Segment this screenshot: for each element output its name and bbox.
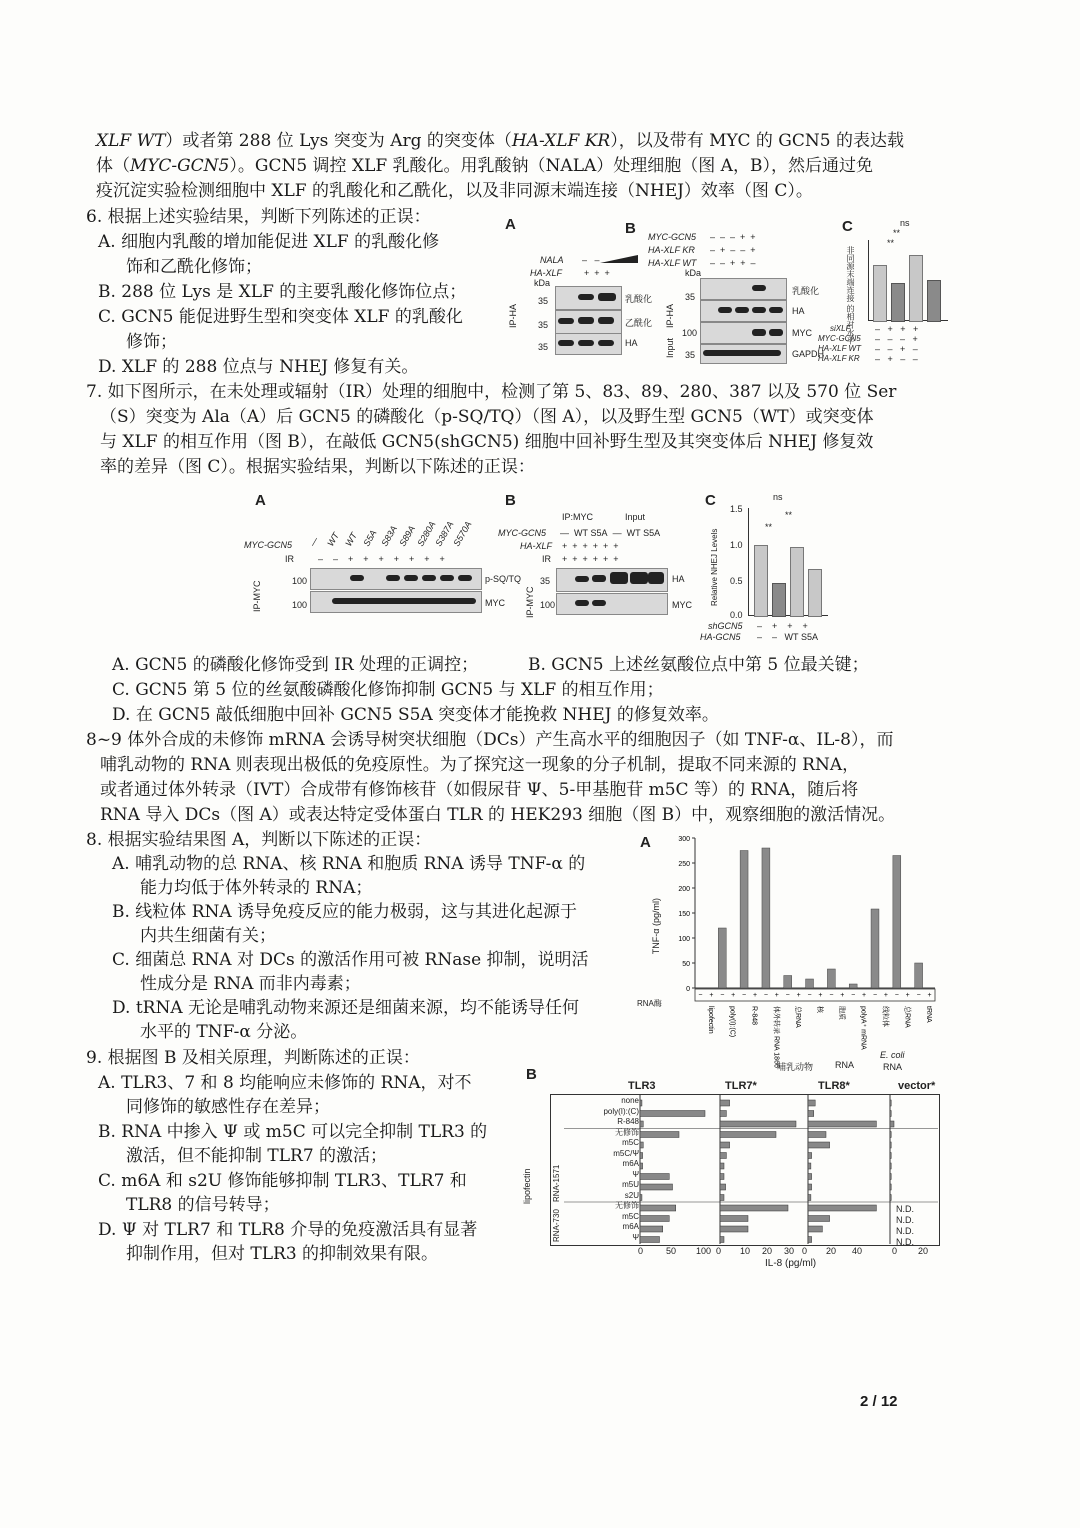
q9-row-label: m5C	[622, 1211, 639, 1221]
q8-bar	[784, 976, 792, 989]
q9-bar	[640, 1226, 663, 1232]
q8-category-label: 总RNA	[794, 1006, 802, 1028]
q7-stem-1: 7. 如下图所示，在未处理或辐射（IR）处理的细胞中，检测了第 5、83、89、280、387 以及 570 位 Ser	[86, 382, 897, 402]
q9-bar	[720, 1226, 748, 1232]
q6-option-b: B. 288 位 Lys 是 XLF 的主要乳酸化修饰位点；	[98, 282, 467, 302]
q6-option-c-cont: 修饰；	[126, 332, 177, 352]
q9-bar	[890, 1163, 891, 1169]
q9-row-label: m6A	[622, 1222, 639, 1231]
q9-bar	[720, 1237, 724, 1243]
q8-option-c-cont: 性成分是 RNA 而非内毒素；	[140, 974, 361, 994]
q8-rnase-sign: +	[796, 992, 801, 999]
q9-bar-chart-svg	[520, 1062, 950, 1272]
q8-rnase-sign: +	[927, 992, 932, 999]
q9-row-label: poly(I):(C)	[603, 1106, 639, 1116]
ip-ha-label: IP-HA	[508, 303, 518, 328]
q9-bar	[808, 1111, 814, 1117]
q8-y-tick: 300	[678, 836, 690, 843]
q8-option-c: C. 细菌总 RNA 对 DCs 的激活作用可被 RNase 抑制，说明活	[112, 950, 589, 970]
q9-bar	[720, 1142, 730, 1148]
c7-bar-2	[772, 583, 786, 617]
q9-bar	[808, 1132, 826, 1138]
q9-bar	[720, 1111, 726, 1117]
q9-bar	[808, 1100, 815, 1106]
q9-bar	[808, 1237, 812, 1243]
q9-bar	[808, 1226, 822, 1232]
q9-bar	[890, 1121, 894, 1127]
q9-row-label: none	[621, 1096, 639, 1105]
q9-bar	[890, 1100, 891, 1106]
q7-option-c: C. GCN5 第 5 位的丝氨酸磷酸化修饰抑制 GCN5 与 XLF 的相互作用；	[112, 680, 664, 700]
q9-bar	[720, 1153, 726, 1159]
q7-option-a: A. GCN5 的磷酸化修饰受到 IR 处理的正调控；	[112, 655, 479, 675]
q8-stem: 8. 根据实验结果图 A，判断以下陈述的正误：	[86, 830, 432, 850]
q9-bar	[640, 1195, 642, 1201]
c7-bar-3	[790, 547, 804, 617]
q89-stem-4: RNA 导入 DCs（图 A）或表达特定受体蛋白 TLR 的 HEK293 细胞（图 B）中，观察细胞的激活情况。	[100, 805, 896, 825]
q9-row-label: 无修饰	[615, 1127, 639, 1137]
q9-bar	[808, 1163, 811, 1169]
nala-gradient-icon	[600, 254, 640, 264]
q9-row-label: s2U	[624, 1190, 639, 1200]
q9-bar	[720, 1132, 776, 1138]
q8-bar	[849, 984, 857, 988]
intro-line-2: 体（MYC-GCN5）。GCN5 调控 XLF 乳酸化。用乳酸钠（NALA）处理细胞（图 A，B），然后通过免	[96, 156, 873, 176]
q9-bar	[808, 1153, 812, 1159]
c7-bar-1	[754, 545, 768, 617]
q9-bar	[808, 1195, 811, 1201]
intro-line-3: 疫沉淀实验检测细胞中 XLF 的乳酸化和乙酰化，以及非同源末端连接（NHEJ）效率（图 C）。	[96, 181, 813, 201]
q9-bar	[808, 1205, 876, 1211]
q89-stem-3: 或者通过体外转录（IVT）合成带有修饰核苷（如假尿苷 Ψ、5-甲基胞苷 m5C 等）的 RNA，随后将	[100, 780, 859, 800]
q8-rnase-sign: −	[872, 992, 878, 999]
q9-row-label: Ψ	[632, 1232, 639, 1242]
q9-option-b-cont: 激活，但不能抑制 TLR7 的激活；	[126, 1146, 388, 1166]
q8-bar	[718, 928, 726, 988]
blot-b-myc	[556, 593, 668, 615]
panel-label-b: B	[625, 220, 636, 237]
c-bar-2	[891, 283, 905, 322]
page-number: 2 / 12	[860, 1393, 898, 1410]
q8-rnase-sign: +	[883, 992, 888, 999]
q8-rnase-sign: −	[720, 992, 725, 999]
q9-bar	[720, 1121, 796, 1127]
q9-row-label: m5C	[622, 1138, 639, 1147]
q8-bar	[762, 848, 770, 988]
q6-option-c: C. GCN5 能促进野生型和突变体 XLF 的乳酸化	[98, 307, 463, 327]
q8-rnase-sign: −	[698, 992, 703, 999]
q8-category-label: polyA⁺ mRNA	[859, 1006, 867, 1050]
q6-stem: 6. 根据上述实验结果，判断下列陈述的正误：	[86, 207, 431, 227]
q9-bar	[720, 1205, 788, 1211]
q8-rnase-sign: −	[807, 992, 812, 999]
q8-y-axis-label: TNF-α (pg/ml)	[651, 898, 661, 955]
q9-option-c-cont: TLR8 的信号转导；	[126, 1195, 280, 1215]
q9-option-c: C. m6A 和 s2U 修饰能够抑制 TLR3、TLR7 和	[98, 1171, 467, 1191]
q9-bar	[890, 1174, 891, 1180]
q7-stem-3: 与 XLF 的相互作用（图 B），在敲低 GCN5(shGCN5) 细胞中回补野生型及其突变体后 NHEJ 修复效	[100, 432, 874, 452]
q89-stem-2: 哺乳动物的 RNA 则表现出极低的免疫原性。为了探究这一现象的分子机制，提取不同来源的 RNA，	[100, 755, 860, 775]
q8-rnase-sign: −	[894, 992, 899, 999]
q9-bar	[640, 1100, 642, 1106]
q9-bar	[720, 1163, 724, 1169]
q8-rnase-sign: +	[862, 992, 867, 999]
q9-bar	[640, 1142, 643, 1148]
q8-option-b-cont: 内共生细菌有关；	[140, 926, 276, 946]
q7-option-b: B. GCN5 上述丝氨酸位点中第 5 位最关键；	[528, 655, 869, 675]
c-axis-label: 非同源末端连接 的相对水平	[846, 246, 855, 345]
q8-rnase-sign: +	[774, 992, 779, 999]
q8-rnase-sign: −	[851, 992, 856, 999]
figure-q9: B TLR3 TLR7* TLR8* vector* lipofectin RNA-1571 RNA-730 none poly(I):(C) R-848 无修饰 m5C m5C/Ψ m6A Ψ m5U s2U 无修饰 m5C m6A Ψ 0 50 100 0 10 20 30 0 20 40 0 20 IL-8 (pg/ml) N.D. N.D. N.D. N.D.	[520, 1062, 950, 1272]
q8-y-tick: 0	[686, 986, 690, 993]
q8-rnase-sign: +	[818, 992, 823, 999]
q8-rnase-sign: +	[840, 992, 845, 999]
q9-bar	[720, 1195, 724, 1201]
q89-stem-1: 8~9 体外合成的未修饰 mRNA 会诱导树突状细胞（DCs）产生高水平的细胞因子（如 TNF-α、IL-8），而	[86, 730, 894, 750]
q8-category-label: R-848	[750, 1006, 758, 1026]
q9-bar	[890, 1111, 891, 1117]
q9-row-label: m6A	[622, 1159, 639, 1168]
q9-bar	[808, 1184, 812, 1190]
c7-bar-4	[808, 569, 822, 617]
c-bar-4	[927, 280, 941, 322]
q9-bar	[808, 1142, 830, 1148]
q8-category-label: tRNA	[925, 1006, 933, 1023]
q8-option-b: B. 线粒体 RNA 诱导免疫反应的能力极弱，这与其进化起源于	[112, 902, 578, 922]
q9-bar	[808, 1216, 830, 1222]
q8-bar	[871, 909, 879, 988]
q9-bar	[890, 1153, 891, 1159]
q8-option-d-cont: 水平的 TNF-α 分泌。	[140, 1022, 308, 1042]
q8-y-tick: 200	[678, 886, 690, 893]
q8-rnase-sign: +	[905, 992, 910, 999]
q9-stem: 9. 根据图 B 及相关原理，判断陈述的正误：	[86, 1048, 420, 1068]
q9-bar	[890, 1195, 891, 1201]
q9-bar	[640, 1205, 676, 1211]
q7-stem-2: （S）突变为 Ala（A）后 GCN5 的磷酸化（p-SQ/TQ）（图 A），以及野生型 GCN5（WT）或突变体	[100, 407, 874, 427]
q9-row-label: R-848	[617, 1117, 639, 1126]
q8-y-tick: 250	[678, 861, 690, 868]
q8-category-label: 核	[816, 1006, 823, 1013]
q8-rnase-sign: +	[709, 992, 714, 999]
q9-bar	[640, 1237, 660, 1243]
c-bar-3	[909, 255, 923, 322]
q9-row-label: Ψ	[632, 1169, 639, 1179]
q6-option-d: D. XLF 的 288 位点与 NHEJ 修复有关。	[98, 357, 419, 377]
q6-option-a-cont: 饰和乙酰化修饰；	[126, 257, 262, 277]
q8-category-label: 总RNA	[903, 1006, 911, 1028]
q8-category-label: 线粒体	[881, 1006, 889, 1027]
q9-option-a-cont: 同修饰的敏感性存在差异；	[126, 1097, 330, 1117]
q9-option-d-cont: 抑制作用，但对 TLR3 的抑制效果有限。	[126, 1244, 439, 1264]
q9-bar	[640, 1153, 643, 1159]
q9-bar	[720, 1216, 748, 1222]
q8-rnase-sign: −	[916, 992, 921, 999]
q8-rnase-sign: −	[742, 992, 747, 999]
intro-xlf-wt: XLF WT	[96, 131, 166, 151]
q8-option-a-cont: 能力均低于体外转录的 RNA；	[140, 878, 373, 898]
q9-bar	[640, 1121, 643, 1127]
q8-rnase-sign: −	[785, 992, 790, 999]
q8-bar	[740, 851, 748, 989]
q9-row-label: m5U	[622, 1180, 639, 1189]
figure-q8-chart: A TNF-α (pg/ml) 300 250 200 150 100 50 0 − + − + − + − + − + − + − + − + − + − + − + lipofectin poly(I):(C) R-848 体外转录 RNA 1866 总RNA 核 胞质 polyA⁺ mRNA 线粒体 总RNA tRNA RNA酶 哺乳动物 RNA E. coli RNA	[635, 828, 945, 1073]
q9-option-b: B. RNA 中掺入 Ψ 或 m5C 可以完全抑制 TLR3 的	[98, 1122, 488, 1142]
q8-bar	[915, 963, 923, 988]
q8-bar-chart-svg	[635, 828, 945, 1073]
q9-bar	[720, 1174, 724, 1180]
figure-q6: A NALA HA-XLF – – + + + kDa IP-HA 35 乳酸化 35 乙酰化 35 HA B MYC-GCN5 HA-XLF KR HA-XLF WT – – – + + – + – – + – – + + – kDa IP-HA 乳酸化 35 HA Input 100 MYC 35 GAPDH C 非同源末端连接 的相对水平 ns ** ** siXLF MYC-GCN5 HA-XLF WT HA-XLF KR – + + + – – – + – – + – – + – –	[500, 210, 950, 370]
q9-bar	[890, 1184, 891, 1190]
q8-bar	[806, 979, 814, 988]
q8-y-tick: 50	[682, 961, 690, 968]
panel-label-a: A	[505, 216, 516, 233]
q8-rnase-sign: −	[829, 992, 834, 999]
q8-category-label: 胞质	[837, 1006, 845, 1020]
q9-bar	[640, 1163, 643, 1169]
q6-option-a: A. 细胞内乳酸的增加能促进 XLF 的乳酸化修	[98, 232, 440, 252]
q8-rnase-sign: +	[731, 992, 736, 999]
q8-option-d: D. tRNA 无论是哺乳动物来源还是细菌来源，均不能诱导任何	[112, 998, 580, 1018]
q8-category-label: 体外转录 RNA 1866	[772, 1006, 780, 1068]
q9-bar	[720, 1184, 726, 1190]
q9-bar	[640, 1174, 669, 1180]
q7-option-d: D. 在 GCN5 敲低细胞中回补 GCN5 S5A 突变体才能挽救 NHEJ 的修复效率。	[112, 705, 719, 725]
q8-y-tick: 100	[678, 936, 690, 943]
q8-rnase-sign: +	[752, 992, 758, 999]
c-bar-1	[873, 265, 887, 322]
q8-bar	[893, 856, 901, 989]
figure-q7: A MYC-GCN5 IR — WT WT S5A S83A S89A S280A S387A S570A – – + + + + + + + IP-MYC 100 p-SQ/TQ 100 MYC B IP:MYC Input MYC-GCN5 — WT S5A — WT S5A HA-XLF + + + + + + IR + + + + + + IP-MYC 35 HA 100 MYC C Relative NHEJ Levels 1.5 1.0 0.5 0.0 ns ** ** shGCN5 HA-GCN5 – + + + – – WT S5A	[230, 488, 850, 648]
q9-option-d: D. Ψ 对 TLR7 和 TLR8 介导的免疫激活具有显著	[98, 1220, 478, 1240]
blot-b-lactylation	[700, 278, 787, 300]
q9-bar	[640, 1184, 673, 1190]
q9-bar	[808, 1121, 876, 1127]
q9-bar	[890, 1142, 891, 1148]
q8-bar	[827, 969, 835, 988]
q8-option-a: A. 哺乳动物的总 RNA、核 RNA 和胞质 RNA 诱导 TNF-α 的	[112, 854, 586, 874]
q9-bar	[640, 1132, 679, 1138]
q9-bar	[890, 1132, 891, 1138]
q9-row-label: 无修饰	[615, 1201, 639, 1210]
q9-bar	[640, 1111, 705, 1117]
q7-stem-4: 率的差异（图 C）。根据实验结果，判断以下陈述的正误：	[100, 457, 535, 477]
q9-bar	[640, 1216, 669, 1222]
q8-category-label: poly(I):(C)	[728, 1006, 736, 1038]
panel-label-c: C	[842, 218, 853, 235]
q8-rnase-sign: −	[763, 992, 768, 999]
q9-bar	[720, 1100, 730, 1106]
intro-line-1: XLF WT）或者第 288 位 Lys 突变为 Arg 的突变体（HA-XLF KR），以及带有 MYC 的 GCN5 的表达载	[96, 131, 904, 151]
q9-option-a: A. TLR3、7 和 8 均能响应未修饰的 RNA，对不	[98, 1073, 472, 1093]
q9-row-label: m5C/Ψ	[613, 1148, 639, 1158]
q8-y-tick: 150	[678, 911, 690, 918]
q8-category-label: lipofectin	[706, 1006, 714, 1034]
q9-bar	[808, 1174, 812, 1180]
